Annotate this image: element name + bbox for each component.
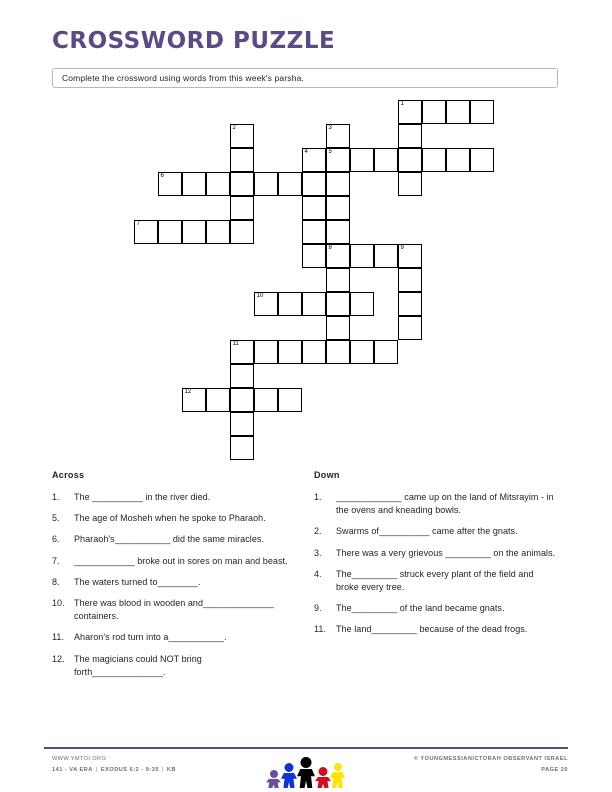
across-clue-item <box>52 631 292 644</box>
crossword-cell[interactable] <box>206 172 230 196</box>
across-clue-item <box>52 597 292 623</box>
crossword-cell-number: 9 <box>400 245 404 251</box>
instruction-text: Complete the crossword using words from this week's parsha. <box>62 73 304 83</box>
crossword-cell[interactable] <box>206 220 230 244</box>
logo-figure-body <box>315 777 331 788</box>
down-clue-text: Swarms of__________ came after the gnats. <box>336 526 518 537</box>
down-clue-text: There was a very grievous _________ on the animals. <box>336 547 556 558</box>
footer-right-block <box>414 754 568 775</box>
crossword-cell[interactable] <box>254 388 278 412</box>
across-clue-item <box>52 491 292 504</box>
crossword-cell-numbered-8[interactable] <box>326 244 350 268</box>
crossword-cell[interactable] <box>422 148 446 172</box>
crossword-cell[interactable] <box>230 196 254 220</box>
crossword-cell-numbered-9[interactable] <box>398 244 422 268</box>
crossword-cell-numbered-2[interactable] <box>230 124 254 148</box>
crossword-cell[interactable] <box>182 220 206 244</box>
crossword-cell[interactable] <box>422 100 446 124</box>
crossword-cell[interactable] <box>158 220 182 244</box>
crossword-cell[interactable] <box>230 220 254 244</box>
crossword-cell[interactable] <box>278 292 302 316</box>
logo-figure-body <box>330 772 345 788</box>
crossword-cell[interactable] <box>470 100 494 124</box>
logo-figure <box>281 762 297 788</box>
crossword-cell[interactable] <box>446 148 470 172</box>
crossword-cell-number: 12 <box>184 389 192 395</box>
footer-separator-2: | <box>161 766 164 773</box>
crossword-cell[interactable] <box>350 244 374 268</box>
crossword-cell[interactable] <box>302 220 326 244</box>
down-clue-list <box>314 491 558 637</box>
down-clues-section <box>314 470 558 645</box>
across-clue-number: 5. <box>52 513 60 524</box>
logo-figure-body <box>266 779 281 788</box>
down-clue-number: 3. <box>314 547 322 558</box>
down-clue-number: 9. <box>314 603 322 614</box>
down-heading: Down <box>314 470 340 480</box>
across-clue-text: The waters turned to________. <box>74 576 201 587</box>
across-clue-text: The magicians could NOT bring forth______________. <box>74 653 202 677</box>
footer-reference-line <box>52 765 176 776</box>
crossword-cell-number: 4 <box>304 149 308 155</box>
crossword-cell[interactable] <box>278 172 302 196</box>
crossword-cell[interactable] <box>326 220 350 244</box>
down-clue-text: The_________ struck every plant of the field and broke every tree. <box>336 568 534 593</box>
crossword-cell[interactable] <box>374 244 398 268</box>
crossword-cell[interactable] <box>302 244 326 268</box>
logo-figure-head <box>319 767 328 776</box>
across-clue-item <box>52 533 292 546</box>
down-clue-number: 11. <box>314 624 326 635</box>
crossword-cell[interactable] <box>326 316 350 340</box>
crossword-cell[interactable] <box>350 340 374 364</box>
across-clues-section <box>52 470 292 687</box>
crossword-cell[interactable] <box>230 436 254 460</box>
crossword-cell-numbered-12[interactable] <box>182 388 206 412</box>
logo-figure-body <box>297 769 315 788</box>
logo-figure-head <box>270 770 278 778</box>
crossword-cell[interactable] <box>398 316 422 340</box>
crossword-cell[interactable] <box>302 292 326 316</box>
crossword-cell[interactable] <box>446 100 470 124</box>
down-clue-item <box>314 491 558 517</box>
crossword-cell[interactable] <box>470 148 494 172</box>
footer-initials: KB <box>166 766 177 773</box>
crossword-cell[interactable] <box>374 148 398 172</box>
across-clue-number: 10. <box>52 598 65 609</box>
logo-figure <box>297 757 315 788</box>
footer-copyright: © YOUNGMESSIANICTORAH OBSERVANT ISRAEL <box>413 756 568 762</box>
footer-scripture: EXODUS 6:2 - 9:35 <box>100 766 159 773</box>
crossword-cell[interactable] <box>302 196 326 220</box>
crossword-cell-number: 10 <box>256 293 264 299</box>
down-clue-item <box>314 623 558 636</box>
crossword-cell[interactable] <box>230 148 254 172</box>
crossword-cell[interactable] <box>398 148 422 172</box>
crossword-cell-numbered-5[interactable] <box>326 148 350 172</box>
footer-reference: 141 - VA ERA <box>52 766 93 773</box>
down-clue-item <box>314 602 558 615</box>
crossword-cell[interactable] <box>350 292 374 316</box>
footer-left-block <box>52 754 176 775</box>
logo-figure <box>315 764 331 788</box>
down-clue-number: 1. <box>314 492 322 502</box>
footer-separator-1: | <box>95 766 98 773</box>
crossword-cell-numbered-11[interactable] <box>230 340 254 364</box>
across-clue-number: 6. <box>52 534 60 545</box>
across-clue-number: 7. <box>52 555 60 566</box>
logo-figure-body <box>281 773 297 788</box>
down-clue-number: 2. <box>314 526 322 537</box>
across-clue-text: The __________ in the river died. <box>74 492 211 502</box>
across-clue-number: 12. <box>52 653 65 664</box>
down-clue-number: 4. <box>314 568 322 579</box>
crossword-cell[interactable] <box>278 388 302 412</box>
crossword-cell[interactable] <box>230 388 254 412</box>
crossword-cell[interactable] <box>374 340 398 364</box>
down-clue-item <box>314 547 558 560</box>
crossword-cell[interactable] <box>206 388 230 412</box>
crossword-cell[interactable] <box>326 268 350 292</box>
across-heading: Across <box>52 470 85 480</box>
down-clue-text: The land_________ because of the dead frogs. <box>336 624 528 635</box>
footer-website[interactable]: WWW.YMTOI.ORG <box>52 756 107 762</box>
crossword-cell[interactable] <box>350 148 374 172</box>
crossword-cell-number: 8 <box>328 245 332 251</box>
across-clue-text: Aharon's rod turn into a___________. <box>74 632 227 643</box>
crossword-cell[interactable] <box>278 340 302 364</box>
crossword-cell-numbered-10[interactable] <box>254 292 278 316</box>
crossword-cell[interactable] <box>230 364 254 388</box>
logo-figure <box>266 766 281 788</box>
crossword-cell-number: 6 <box>160 173 164 179</box>
down-clue-item <box>314 525 558 538</box>
crossword-cell[interactable] <box>398 292 422 316</box>
crossword-cell-number: 5 <box>328 149 332 155</box>
crossword-cell[interactable] <box>182 172 206 196</box>
crossword-cell-number: 3 <box>328 125 332 131</box>
crossword-cell-numbered-3[interactable] <box>326 124 350 148</box>
crossword-cell-numbered-1[interactable] <box>398 100 422 124</box>
logo-figure-head <box>285 763 294 772</box>
down-clue-text: _____________ came up on the land of Mitsrayim - in the ovens and kneading bowls. <box>336 492 554 516</box>
crossword-cell[interactable] <box>326 340 350 364</box>
down-clue-item <box>314 568 558 594</box>
crossword-cell[interactable] <box>398 268 422 292</box>
across-clue-text: The age of Mosheh when he spoke to Pharaoh. <box>74 513 266 524</box>
crossword-cell[interactable] <box>254 340 278 364</box>
footer-divider <box>44 747 568 749</box>
down-clue-text: The_________ of the land became gnats. <box>336 603 505 614</box>
across-clue-text: Pharaoh's___________ did the same miracles. <box>74 534 264 545</box>
crossword-cell[interactable] <box>230 412 254 436</box>
crossword-cell[interactable] <box>398 124 422 148</box>
crossword-cell-numbered-4[interactable] <box>302 148 326 172</box>
crossword-cell[interactable] <box>254 172 278 196</box>
crossword-cell-number: 7 <box>136 221 140 227</box>
across-clue-list <box>52 491 292 679</box>
crossword-cell-numbered-6[interactable] <box>158 172 182 196</box>
page-title: CROSSWORD PUZZLE <box>52 28 336 54</box>
crossword-cell[interactable] <box>326 292 350 316</box>
crossword-cell[interactable] <box>326 196 350 220</box>
across-clue-item <box>52 653 292 679</box>
across-clue-item <box>52 576 292 589</box>
logo-figure-head <box>334 763 342 771</box>
crossword-cell-number: 2 <box>232 125 236 131</box>
across-clue-number: 11. <box>52 632 64 643</box>
crossword-cell-number: 1 <box>400 101 404 107</box>
across-clue-number: 1. <box>52 492 60 502</box>
across-clue-item <box>52 555 292 568</box>
across-clue-text: ____________ broke out in sores on man and beast. <box>74 555 288 566</box>
crossword-cell[interactable] <box>326 172 350 196</box>
across-clue-number: 8. <box>52 576 60 587</box>
logo-figure <box>330 761 345 788</box>
across-clue-item <box>52 512 292 525</box>
crossword-cell-number: 11 <box>232 341 239 347</box>
organization-logo <box>266 750 346 788</box>
crossword-cell[interactable] <box>398 172 422 196</box>
crossword-cell[interactable] <box>230 172 254 196</box>
crossword-cell[interactable] <box>302 340 326 364</box>
across-clue-text: There was blood in wooden and______________ containers. <box>74 598 274 622</box>
logo-figure-head <box>301 757 312 768</box>
footer-page-number: PAGE 20 <box>541 766 568 773</box>
crossword-cell[interactable] <box>302 172 326 196</box>
crossword-cell-numbered-7[interactable] <box>134 220 158 244</box>
